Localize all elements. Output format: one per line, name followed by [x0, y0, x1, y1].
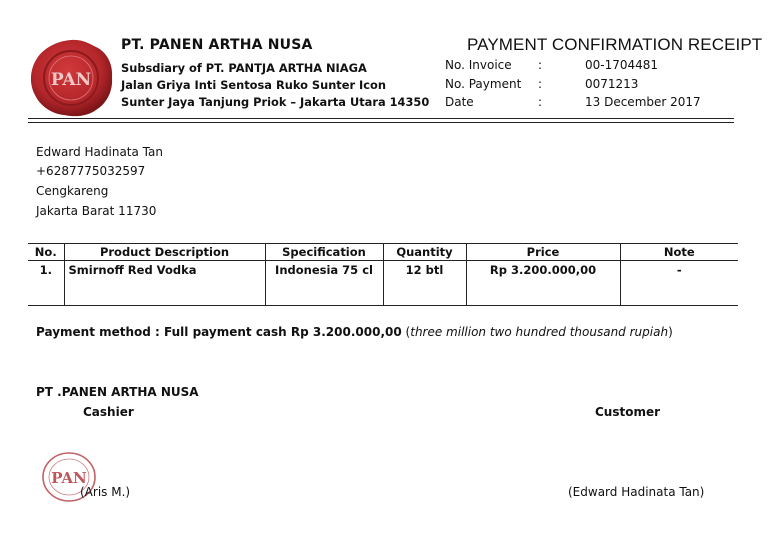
header-divider-top — [28, 118, 734, 119]
table-header-row — [28, 244, 738, 261]
invoice-sep: : — [538, 58, 543, 72]
payment-paren-close: ) — [668, 325, 673, 339]
header-specification: Specification — [265, 244, 383, 261]
header-quantity: Quantity — [383, 244, 466, 261]
customer-phone: +6287775032597 — [36, 164, 146, 178]
items-table — [28, 243, 738, 306]
customer-area: Cengkareng — [36, 184, 109, 198]
header-product: Product Description — [64, 244, 265, 261]
company-address-line2: Sunter Jaya Tanjung Priok – Jakarta Utara 14350 — [121, 95, 430, 109]
customer-label: Customer — [595, 405, 661, 419]
receipt-title: PAYMENT CONFIRMATION RECEIPT — [467, 35, 763, 54]
payment-method — [36, 325, 673, 339]
customer-city: Jakarta Barat 11730 — [36, 204, 157, 218]
cell-price: Rp 3.200.000,00 — [466, 261, 620, 306]
header-no: No. — [28, 244, 64, 261]
payment-number-value: 0071213 — [585, 77, 639, 91]
date-label: Date — [445, 95, 474, 109]
table-row — [28, 261, 738, 306]
customer-signature-name: (Edward Hadinata Tan) — [568, 485, 705, 499]
payment-number-sep: : — [538, 77, 543, 91]
company-address-line1: Jalan Griya Inti Sentosa Ruko Sunter Icon — [121, 78, 386, 92]
header-divider-bottom — [28, 122, 734, 123]
cell-quantity: 12 btl — [383, 261, 466, 306]
payment-number-label: No. Payment — [445, 77, 522, 91]
cell-product: Smirnoff Red Vodka — [64, 261, 265, 306]
signature-company: PT .PANEN ARTHA NUSA — [36, 385, 199, 399]
payment-summary: Payment method : Full payment cash Rp 3.200.000,00 — [36, 325, 402, 339]
wax-seal-logo — [28, 38, 114, 118]
invoice-value: 00-1704481 — [585, 58, 659, 72]
header-note: Note — [620, 244, 738, 261]
header-price: Price — [466, 244, 620, 261]
stamp-text: PAN — [51, 469, 87, 487]
seal-text: PAN — [50, 70, 92, 90]
cashier-label: Cashier — [83, 405, 134, 419]
cell-note: - — [620, 261, 738, 306]
company-subsidiary: Subsdiary of PT. PANTJA ARTHA NIAGA — [121, 61, 367, 75]
date-value: 13 December 2017 — [585, 95, 701, 109]
company-name: PT. PANEN ARTHA NUSA — [121, 37, 313, 53]
cell-no: 1. — [28, 261, 64, 306]
payment-in-words: three million two hundred thousand rupiah — [410, 325, 669, 339]
cell-specification: Indonesia 75 cl — [265, 261, 383, 306]
cashier-name: (Aris M.) — [80, 485, 131, 499]
payment-paren-open: ( — [401, 325, 411, 339]
invoice-label: No. Invoice — [445, 58, 512, 72]
date-sep: : — [538, 95, 543, 109]
customer-name: Edward Hadinata Tan — [36, 145, 163, 159]
